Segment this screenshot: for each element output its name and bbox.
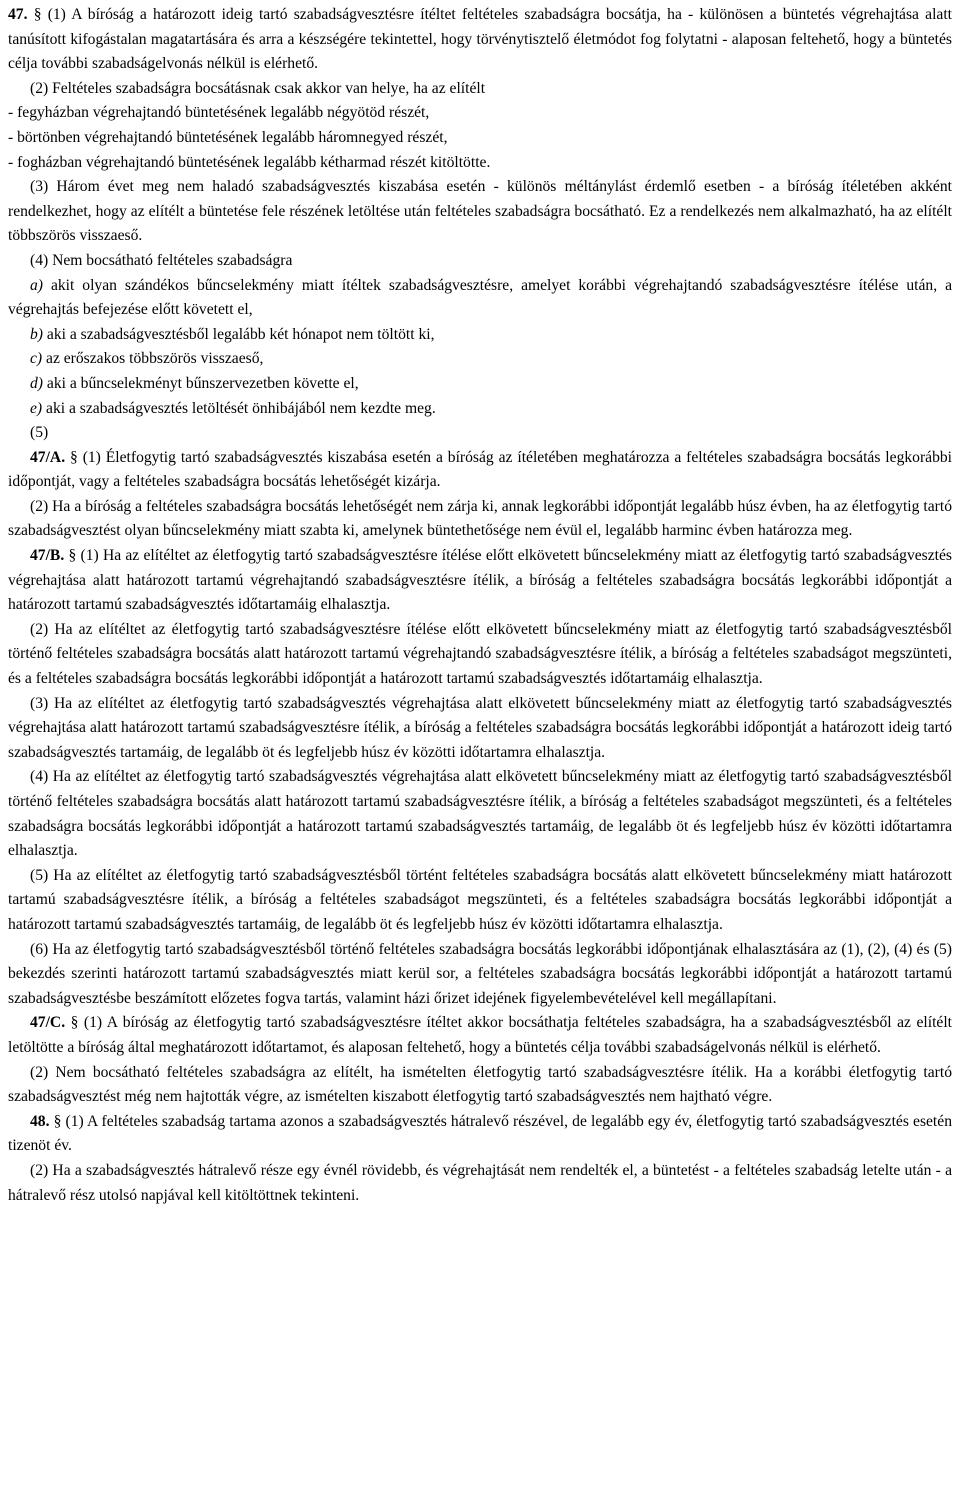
paragraph-47-2-line-1: - fegyházban végrehajtandó büntetésének legalább négyötöd részét,: [8, 104, 430, 122]
paragraph-text: (2) Ha az elítéltet az életfogytig tartó szabadságvesztésre ítélése előtt elkövetett bűncselekmény miatt az életfogytig tartó szabadságvesztésből történő feltételes szabadságra bocsátás alatt határozott tartamú végrehajtandó szabadságvesztésre ítélik, a bíróság a feltételes szabadságot megszünteti, és a feltételes szabadságra bocsátás legkorábbi időpontját a határozott tartamú szabadságvesztés időtartamáig elhalasztja.: [8, 620, 952, 688]
paragraph-47B-2: [8, 618, 952, 692]
paragraph-text: (3) Ha az elítéltet az életfogytig tartó szabadságvesztés végrehajtása alatt elkövetett bűncselekmény miatt az életfogytig tartó szabadságvesztés végrehajtása alatt határozott tartamú szabadságvesztésre ítélik, a bíróság a feltételes szabadságra bocsátás legkorábbi időpontját a határozott ideig tartó szabadságvesztés tartamáig, de legalább öt és legfeljebb húsz év közötti időtartamra elhalasztja.: [8, 694, 952, 761]
paragraph-text: (5): [30, 424, 49, 442]
paragraph-47B-4: [8, 765, 952, 863]
paragraph-47B-5: [8, 864, 952, 938]
paragraph-47-2-line-2: - börtönben végrehajtandó büntetésének legalább háromnegyed részét,: [8, 128, 448, 146]
paragraph-47-4c: [8, 347, 952, 372]
paragraph-text: aki a szabadságvesztés letöltését önhibájából nem kezdte meg.: [42, 399, 436, 417]
paragraph-text: (2) Ha a szabadságvesztés hátralevő része egy évnél rövidebb, és végrehajtását nem rendelték el, a büntetést - a feltételes szabadság letelte után - a hátralevő rész utolsó napjával kell kitöltöttnek tekinteni.: [8, 1161, 952, 1204]
paragraph-47B-6: [8, 938, 952, 1012]
item-letter: c): [30, 350, 43, 368]
paragraph-47-2-line-0: (2) Feltételes szabadságra bocsátásnak csak akkor van helye, ha az elítélt: [30, 79, 486, 97]
paragraph-text: aki a bűncselekményt bűnszervezetben követte el,: [43, 374, 359, 392]
paragraph-text: (6) Ha az életfogytig tartó szabadságvesztésből történő feltételes szabadságra bocsátás legkorábbi időpontjának elhalasztására az (1), (2), (4) és (5) bekezdés szerinti határozott tartamú szabadságvesztés miatt kerül sor, a feltételes szabadságra bocsátás legkorábbi időpontját a határozott tartamú szabadságvesztésbe beszámított előzetes fogva tartás, valamint házi őrizet idejének figyelembevételével kell megállapítani.: [8, 940, 952, 1007]
section-number: 47/C.: [30, 1014, 66, 1032]
paragraph-47B-3: [8, 692, 952, 766]
paragraph-text: § (1) A bíróság az életfogytig tartó szabadságvesztésre ítéltet akkor bocsáthatja feltételes szabadságra, ha a szabadságvesztésből az elítélt letöltötte a bíróság által meghatározott időtartamot, és alaposan feltehető, hogy a büntetés célja további szabadságelvonás nélkül is elérhető.: [8, 1014, 952, 1056]
paragraph-47C-1: [8, 1011, 952, 1060]
item-letter: e): [30, 399, 43, 417]
paragraph-text: (4) Nem bocsátható feltételes szabadságra: [30, 251, 293, 269]
item-letter: d): [30, 374, 43, 392]
paragraph-47-4: [8, 249, 952, 274]
paragraph-47-5: [8, 421, 952, 446]
section-number: 47/A.: [30, 448, 66, 466]
paragraph-text: akit olyan szándékos bűncselekmény miatt ítéltek szabadságvesztésre, amelyet korábbi végrehajtandó szabadságvesztésre ítélése után, a végrehajtás befejezése előtt követett el,: [8, 276, 952, 319]
paragraph-47-4d: [8, 372, 952, 397]
paragraph-text: § (1) A bíróság a határozott ideig tartó szabadságvesztésre ítéltet feltételes szabadságra bocsátja, ha - különösen a büntetés végrehajtása alatt tanúsított kifogástalan magatartására és arra a készségére tekintettel, hogy törvénytisztelő életmódot fog folytatni - alaposan feltehető, hogy a büntetés célja további szabadságelvonás nélkül is elérhető.: [8, 6, 952, 73]
paragraph-text: (3) Három évet meg nem haladó szabadságvesztés kiszabása esetén - különös méltánylást érdemlő esetben - a bíróság ítéletében akként rendelkezhet, hogy az elítélt a büntetése fele részének letöltése után feltételes szabadságra bocsátható. Ez a rendelkezés nem alkalmazható, ha az elítélt többszörös visszaeső.: [8, 178, 952, 245]
item-letter: b): [30, 325, 43, 343]
paragraph-text: (4) Ha az elítéltet az életfogytig tartó szabadságvesztés végrehajtása alatt elkövetett bűncselekmény miatt az életfogytig tartó szabadságvesztésből történő feltételes szabadságra bocsátás alatt határozott tartamú szabadságvesztésre ítélik, a bíróság a feltételes szabadságot megszünteti, és a feltételes szabadságra bocsátás legkorábbi időpontját a határozott tartamú szabadságvesztés tartamáig, de legalább öt és legfeljebb húsz év közötti időtartamra elhalasztja.: [8, 768, 952, 860]
paragraph-47-2-line-3: - fogházban végrehajtandó büntetésének legalább kétharmad részét kitöltötte.: [8, 153, 491, 171]
section-number: 47.: [8, 6, 28, 23]
paragraph-47C-2: [8, 1061, 952, 1110]
paragraph-47-4b: [8, 323, 952, 348]
paragraph-47-4e: [8, 397, 952, 422]
paragraph-47B-1: [8, 544, 952, 618]
paragraph-text: aki a szabadságvesztésből legalább két hónapot nem töltött ki,: [43, 325, 435, 343]
paragraph-47-1: [8, 3, 952, 77]
paragraph-text: (5) Ha az elítéltet az életfogytig tartó szabadságvesztésből történt feltételes szabadságra bocsátás alatt elkövetett bűncselekmény miatt határozott tartamú szabadságvesztésre ítélik, a bíróság a feltételes szabadságot megszünteti, és a feltételes szabadságra bocsátás legkorábbi időpontját a határozott tartamú szabadságvesztés tartamáig, de legalább öt és legfeljebb húsz év közötti időtartamra elhalasztja.: [8, 866, 952, 933]
paragraph-text: (2) Nem bocsátható feltételes szabadságra az elítélt, ha ismételten életfogytig tartó szabadságvesztésre ítélik. Ha a korábbi életfogytig tartó szabadságvesztést még nem hajtották végre, az ismételten kiszabott életfogytig tartó szabadságvesztés nem hajtható végre.: [8, 1063, 952, 1106]
section-number: 47/B.: [30, 547, 65, 565]
section-number: 48.: [30, 1112, 50, 1130]
paragraph-text: § (1) Ha az elítéltet az életfogytig tartó szabadságvesztésre ítélése előtt elkövetett bűncselekmény miatt az életfogytig tartó szabadságvesztés végrehajtása alatt határozott tartamú végrehajtandó szabadságvesztésre ítélik, a bíróság a feltételes szabadságra bocsátás legkorábbi időpontját a határozott tartamú szabadságvesztés időtartamáig elhalasztja.: [8, 547, 952, 614]
paragraph-text: § (1) Életfogytig tartó szabadságvesztés kiszabása esetén a bíróság az ítéletében meghatározza a feltételes szabadságra bocsátás legkorábbi időpontját, vagy a feltételes szabadságra bocsátás lehetőségét kizárja.: [8, 448, 952, 491]
paragraph-47-3: [8, 175, 952, 249]
paragraph-text: az erőszakos többszörös visszaeső,: [42, 350, 264, 368]
paragraph-48-2: [8, 1159, 952, 1208]
paragraph-48-1: [8, 1110, 952, 1159]
paragraph-47A-2: [8, 495, 952, 544]
paragraph-text: (2) Ha a bíróság a feltételes szabadságra bocsátás lehetőségét nem zárja ki, annak legkorábbi időpontját legalább húsz évben, ha az életfogytig tartó szabadságvesztést olyan bűncselekmény miatt szabta ki, amelynek büntethetősége nem évül el, legalább harminc évben határozza meg.: [8, 497, 952, 540]
paragraph-47-4a: [8, 274, 952, 323]
paragraph-47A-1: [8, 446, 952, 495]
paragraph-text: § (1) A feltételes szabadság tartama azonos a szabadságvesztés hátralevő részével, de legalább egy év, életfogytig tartó szabadságvesztés esetén tizenöt év.: [8, 1112, 952, 1155]
item-letter: a): [30, 276, 43, 294]
